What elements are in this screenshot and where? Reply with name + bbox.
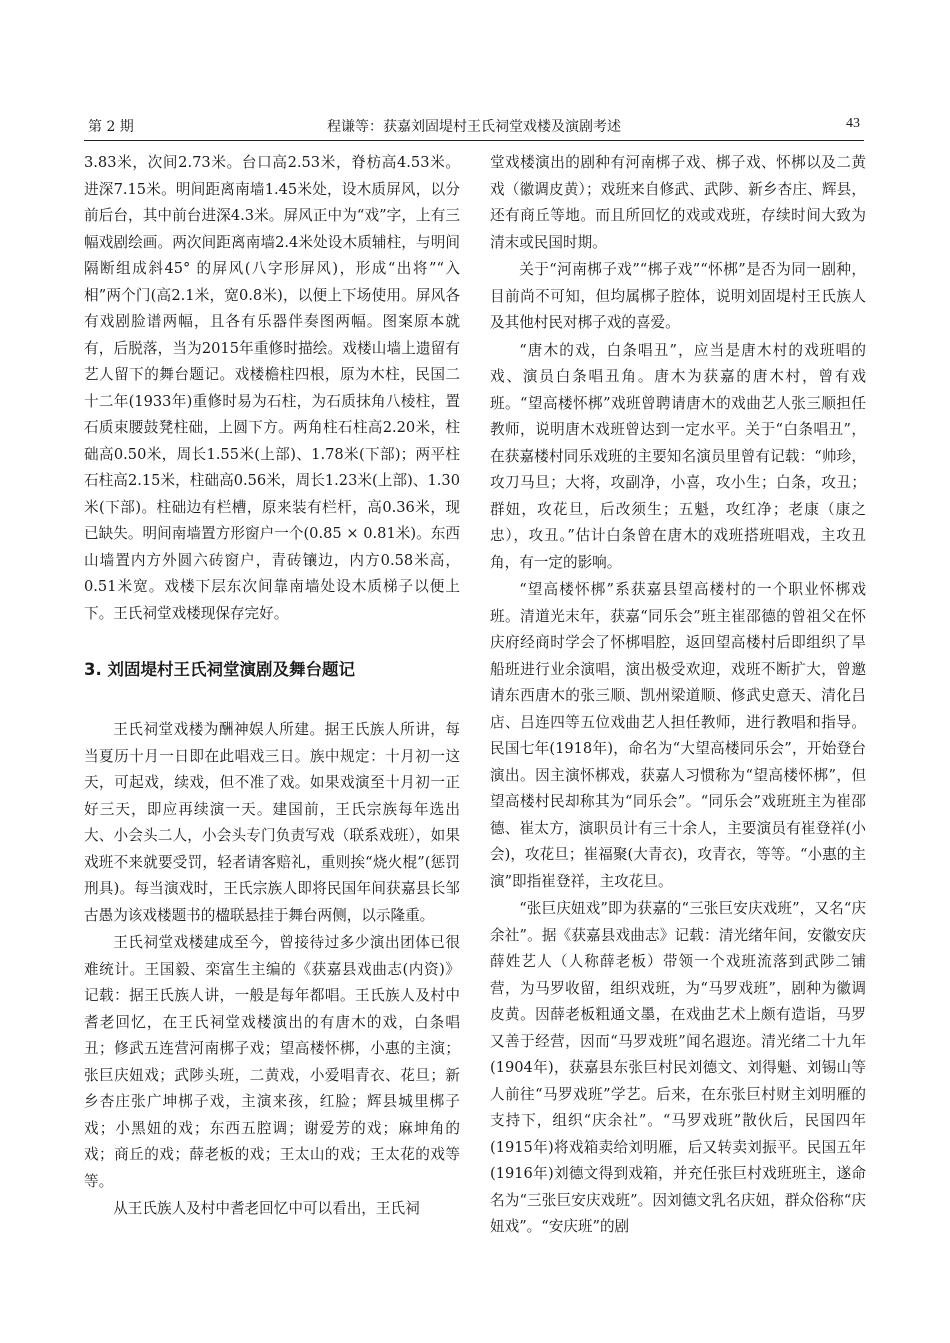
paragraph: 从王氏族人及村中耆老回忆中可以看出，王氏祠 — [113, 1200, 420, 1217]
running-header — [84, 112, 864, 141]
paragraph: “张巨庆妞戏”即为获嘉的“三张巨安庆戏班”，又名“庆余社”。据《获嘉县戏曲志》记载：清光绪年间，安徽安庆薛姓艺人（人称薛老板）带领一个戏班流落到武陟二铺营，为马罗收留，组织戏班，为“马罗戏班”，剧种为徽调皮黄。因薛老板粗通文墨，在戏曲艺术上颇有造诣，马罗又善于经营，因而“马罗戏班”闻名遐迩。清光绪二十九年(1904年)，获嘉县东张巨村民刘德文、刘得魁、刘锡山等人前往“马罗戏班”学艺。后来，在东张巨村财主刘明雁的支持下，组织“庆余社”。“马罗戏班”散伙后，民国四年(1915年)将戏箱卖给刘明雁，后又转卖刘振平。民国五年(1916年)刘德文得到戏箱，并充任张巨村戏班班主，遂命名为“三张巨安庆戏班”。因刘德文乳名庆妞，群众俗称“庆妞戏”。“安庆班”的剧 — [490, 900, 866, 1235]
paragraph: 王氏祠堂戏楼建成至今，曾接待过多少演出团体已很难统计。王国毅、栾富生主编的《获嘉县戏曲志(内资)》记载：据王氏族人讲，一般是每年都唱。王氏族人及村中耆老回忆，在王氏祠堂戏楼演出的有唐木的戏，白条唱丑；修武五连营河南梆子戏；望高楼怀梆，小惠的主演；张巨庆妞戏；武陟头班，二黄戏，小爱唱青衣、花旦；新乡杏庄张广坤梆子戏，主演来孩，红脸；辉县城里梆子戏；小黑妞的戏；东西五腔调；谢爱芳的戏；麻坤角的戏；商丘的戏；薛老板的戏；王太山的戏；王太花的戏等等。 — [84, 934, 460, 1190]
paragraph: “唐木的戏，白条唱丑”，应当是唐木村的戏班唱的戏、演员白条唱丑角。唐木为获嘉的唐木村，曾有戏班。“望高楼怀梆”戏班曾聘请唐木的戏曲艺人张三顺担任教师，说明唐木戏班曾达到一定水平。关于“白条唱丑”，在获嘉楼村同乐戏班的主要知名演员里曾有记载：“帅珍，攻刀马旦；大将，攻副净，小喜，攻小生；白条，攻丑；群妞，攻花旦，后改须生；五魁，攻红净；老康（康之忠），攻丑。”估计白条曾在唐木的戏班搭班唱戏，主攻丑角，有一定的影响。 — [490, 341, 866, 571]
paragraph: “望高楼怀梆”系获嘉县望高楼村的一个职业怀梆戏班。清道光末年，获嘉“同乐会”班主崔邵德的曾祖父在怀庆府经商时学会了怀梆唱腔，返回望高楼村后即组织了旱船班进行业余演唱，演出极受欢迎，戏班不断扩大，曾邀请东西唐木的张三顺、凯州梁道顺、修武史意天、清化吕店、吕连四等五位戏曲艺人担任教师，进行教唱和指导。民国七年(1918年)，命名为“大望高楼同乐会”，开始登台演出。因主演怀梆戏，获嘉人习惯称为“望高楼怀梆”，但望高楼村民却称其为“同乐会”。“同乐会”戏班班主为崔邵德、崔太方，演职员计有三十余人，主要演员有崔登祥(小会)，攻花旦；崔福聚(大青衣)，攻青衣，等等。“小惠的主演”即指崔登祥，主攻花旦。 — [490, 581, 866, 890]
paragraph: 关于“河南梆子戏”“梆子戏”“怀梆”是否为同一剧种，目前尚不可知，但均属梆子腔体，说明刘固堤村王氏族人及其他村民对梆子戏的喜爱。 — [490, 261, 866, 331]
page-number: 43 — [846, 116, 860, 131]
right-column — [490, 150, 866, 1241]
running-title: 程谦等：获嘉刘固堤村王氏祠堂戏楼及演剧考述 — [327, 119, 621, 135]
paragraph: 王氏祠堂戏楼为酬神娱人所建。据王氏族人所讲，每当夏历十月一日即在此唱戏三日。族中规定：十月初一这天，可起戏，续戏，但不准了戏。如果戏演至十月初一正好三天，即应再续演一天。建国前，王氏宗族每年选出大、小会头二人，小会头专门负责写戏（联系戏班），如果戏班不来就要受罚，轻者请客赔礼，重则挨“烧火棍”(惩罚刑具)。每当演戏时，王氏宗族人即将民国年间获嘉县长邹古愚为该戏楼题书的楹联悬挂于舞台两侧，以示隆重。 — [84, 721, 460, 924]
left-column — [84, 150, 460, 1223]
paragraph: 堂戏楼演出的剧种有河南梆子戏、梆子戏、怀梆以及二黄戏（徽调皮黄）；戏班来自修武、武陟、新乡杏庄、辉县，还有商丘等地。而且所回忆的戏或戏班，存续时间大致为清末或民国时期。 — [490, 154, 866, 251]
paragraph: 3.83米，次间2.73米。台口高2.53米，脊枋高4.53米。进深7.15米。明间距离南墙1.45米处，设木质屏风，以分前后台，其中前台进深4.3米。屏风正中为“戏”字，上有三幅戏剧绘画。两次间距离南墙2.4米处设木质辅柱，与明间隔断组成斜45° 的屏风(八字形屏风)，形成“出将”“入相”两个门(高2.1米，宽0.8米)，以便上下场使用。屏风各有戏剧脸谱两幅，且各有乐器伴奏图两幅。图案原本就有，后脱落，当为2015年重修时描绘。戏楼山墙上遗留有艺人留下的舞台题记。戏楼檐柱四根，原为木柱，民国二十二年(1933年)重修时易为石柱，为石质抹角八棱柱，置石质束腰鼓凳柱础，上圆下方。两角柱石柱高2.20米，柱础高0.50米，周长1.55米(上部)、1.78米(下部)；两平柱石柱高2.15米，柱础高0.56米，周长1.23米(上部)、1.30米(下部)。柱础边有栏槽，原来装有栏杆，高0.36米，现已缺失。明间南墙置方形窗户一个(0.85 × 0.81米)。东西山墙置内方外圆六砖窗户，青砖镶边，内方0.58米高，0.51米宽。戏楼下层东次间靠南墙处设木质梯子以便上下。王氏祠堂戏楼现保存完好。 — [84, 154, 460, 622]
section-heading: 3. 刘固堤村王氏祠堂演剧及舞台题记 — [84, 660, 355, 679]
issue-number: 第 2 期 — [88, 119, 134, 135]
